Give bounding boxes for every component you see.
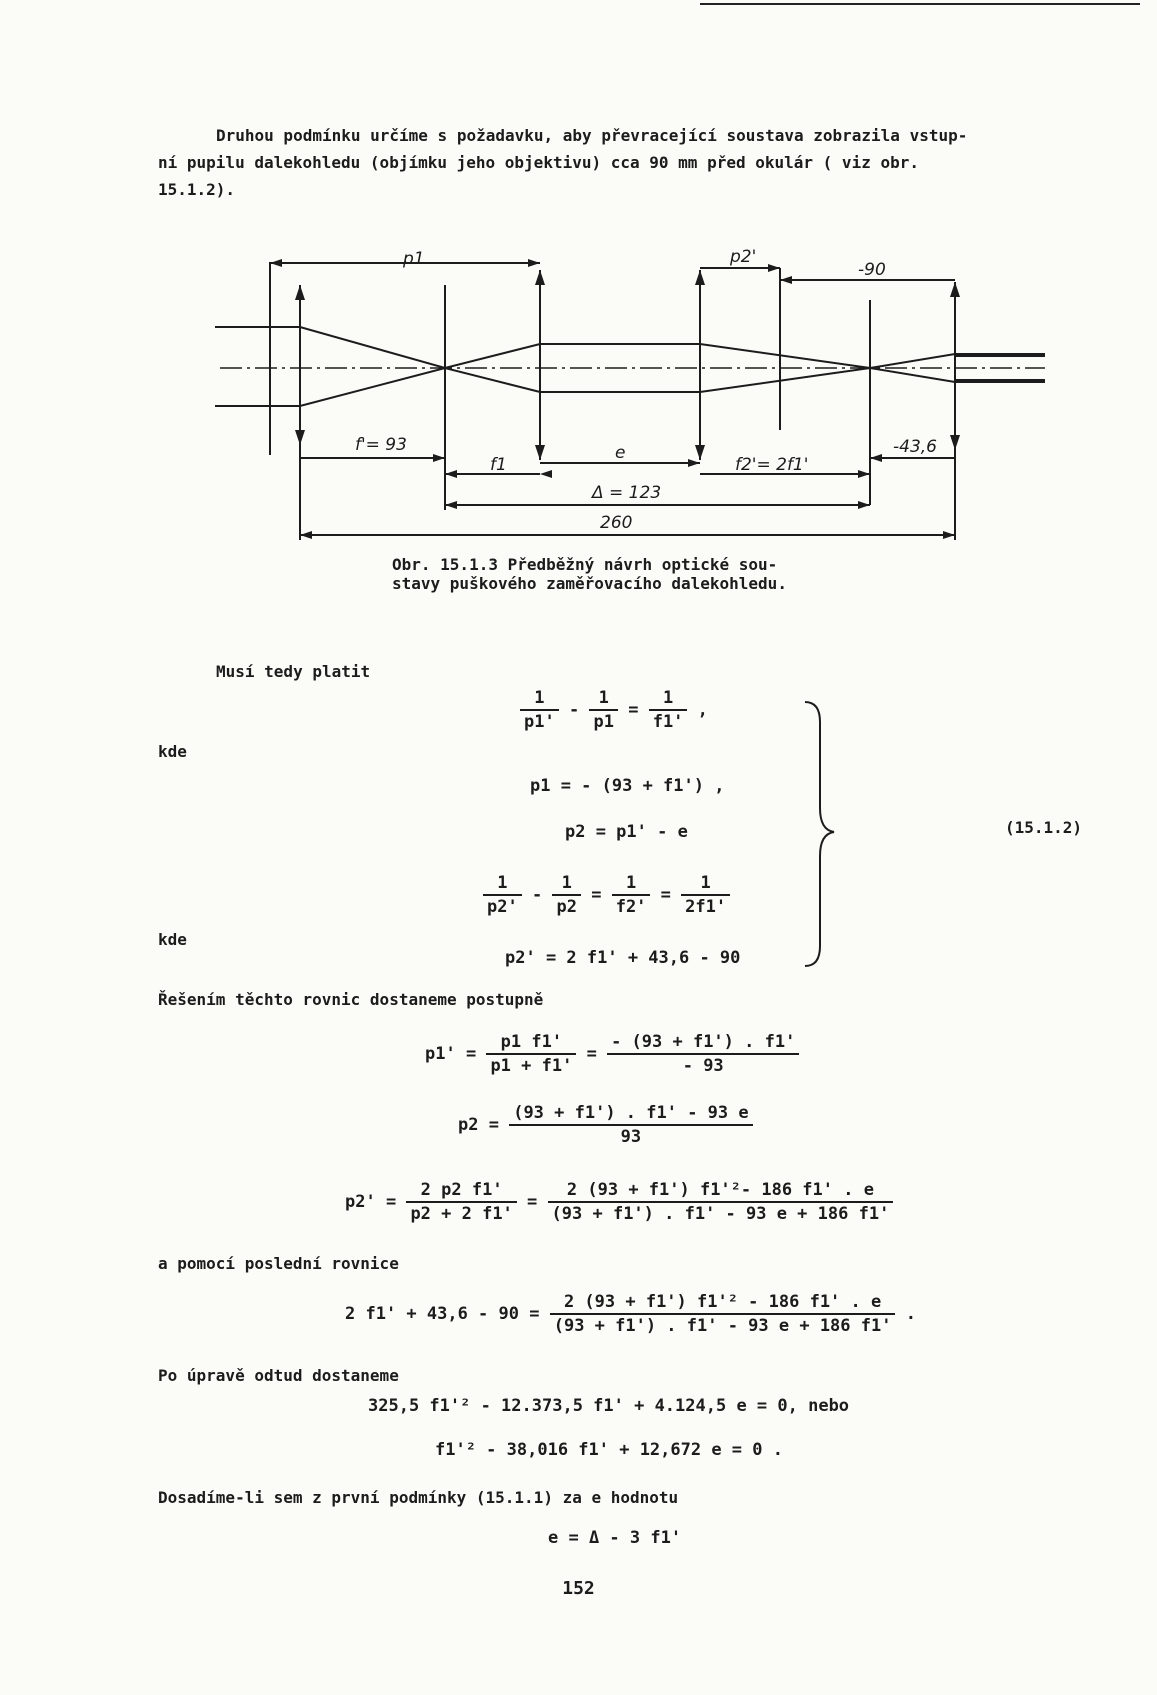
intro-line-1: Druhou podmínku určíme s požadavku, aby převracející soustava zobrazila vstup- bbox=[216, 126, 968, 145]
figure-caption bbox=[392, 555, 872, 593]
ray-upper bbox=[215, 327, 1045, 368]
label-p1: p1 bbox=[403, 249, 425, 269]
result-4: 2 f1' + 43,6 - 90 = $\frac{\text{2 (93 + f1') f1'² - 186 f1' . e}}{(93 + f1') . f1' - 93 e + 186 f1'}$ . bbox=[345, 1292, 916, 1336]
ray-lower bbox=[215, 368, 1045, 406]
page-number: 152 bbox=[562, 1578, 595, 1599]
result-2: p2 = $\frac{(93 + f1') . f1' - 93 e}{93}$ bbox=[458, 1103, 753, 1147]
label-f1: f1 bbox=[490, 455, 507, 475]
intro-line-2: ní pupilu dalekohledu (objímku jeho objektivu) cca 90 mm před okulár ( viz obr. bbox=[158, 153, 919, 172]
result-7: e = Δ - 3 f1' bbox=[548, 1528, 682, 1548]
result-6: f1'² - 38,016 f1' + 12,672 e = 0 . bbox=[435, 1440, 783, 1460]
right-brace bbox=[800, 700, 840, 970]
equation-3: p2 = p1' - e bbox=[565, 822, 688, 842]
equation-number: (15.1.2) bbox=[1005, 818, 1083, 837]
intro-line-3: 15.1.2). bbox=[158, 180, 236, 199]
text-uprave: Po úpravě odtud dostaneme bbox=[158, 1366, 399, 1385]
result-5: 325,5 f1'² - 12.373,5 f1' + 4.124,5 e = 0, nebo bbox=[368, 1396, 850, 1416]
text-kde-1: kde bbox=[158, 742, 187, 761]
label-delta-123: Δ = 123 bbox=[592, 483, 662, 503]
label-e: e bbox=[615, 443, 626, 463]
equation-1: $\frac{1}{p1'}$ - $\frac{1}{p1}$ = $\frac{1}{f1'}$ , bbox=[520, 688, 708, 732]
equation-2: p1 = - (93 + f1') , bbox=[530, 776, 725, 796]
label-minus-90: -90 bbox=[858, 260, 886, 280]
label-f-prime-93: f'= 93 bbox=[355, 435, 407, 455]
equation-4: $\frac{1}{p2'}$ - $\frac{1}{p2}$ = $\frac{1}{f2'}$ = $\frac{1}{2f1'}$ bbox=[483, 873, 730, 917]
result-1: p1' = $\frac{p1 f1'}{p1 + f1'}$ = $\frac{- (93 + f1') . f1'}{- 93}$ bbox=[425, 1032, 799, 1076]
text-reseni: Řešením těchto rovnic dostaneme postupně bbox=[158, 990, 544, 1009]
label-p2-prime: p2' bbox=[730, 247, 757, 267]
text-pomoci: a pomocí poslední rovnice bbox=[158, 1254, 399, 1273]
caption-line-1: Obr. 15.1.3 Předběžný návrh optické sou- bbox=[392, 555, 778, 574]
caption-line-2: stavy puškového zaměřovacího dalekohledu. bbox=[392, 574, 787, 593]
label-minus-43-6: -43,6 bbox=[893, 437, 937, 457]
text-musi-platit: Musí tedy platit bbox=[216, 662, 371, 681]
label-f2-prime: f2'= 2f1' bbox=[735, 455, 809, 475]
text-kde-2: kde bbox=[158, 930, 187, 949]
label-260: 260 bbox=[600, 513, 633, 533]
text-dosadime: Dosadíme-li sem z první podmínky (15.1.1) za e hodnotu bbox=[158, 1488, 679, 1507]
optical-diagram bbox=[0, 0, 1157, 560]
result-3: p2' = $\frac{2 p2 f1'}{p2 + 2 f1'}$ = $\frac{\text{2 (93 + f1') f1'²- 186 f1' . e}}{(93 + f1') . f1' - 93 e + 186 f1'}$ bbox=[345, 1180, 893, 1224]
equation-5: p2' = 2 f1' + 43,6 - 90 bbox=[505, 948, 741, 968]
